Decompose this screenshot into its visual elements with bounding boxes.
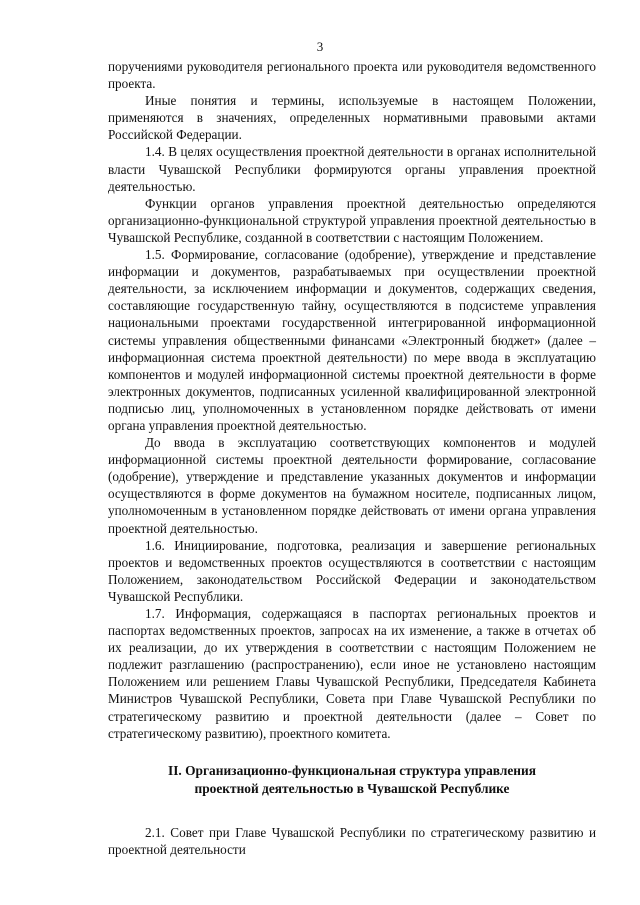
paragraph-functions: Функции органов управления проектной деятельностью определяются организационно-функциональной структурой управления проектной деятельностью в Чувашской Республике, созданной в соответствии с настоящим Положением. [108,195,596,245]
document-body [108,58,596,858]
paragraph-1-7: 1.7. Информация, содержащаяся в паспортах региональных проектов и паспортах ведомственных проектов, запросах на их изменение, а также в отчетах об их реализации, до их утверждения в соответствии с настоящим Положением не подлежит разглашению (распространению), если иное не установлено настоящим Положением или решением Главы Чувашской Республики, Председателя Кабинета Министров Чувашской Республики, Совета при Главе Чувашской Республики по стратегическому развитию и проектной деятельности (далее – Совет по стратегическому развитию), проектного комитета. [108,606,596,741]
paragraph-continuation: поручениями руководителя регионального проекта или руководителя ведомственного проекта. [108,59,596,92]
page-number: 3 [316,39,324,54]
section-heading-line-2: проектной деятельностью в Чувашской Республике [194,780,510,796]
paragraph-1-6: 1.6. Инициирование, подготовка, реализация и завершение региональных проектов и ведомственных проектов осуществляются в соответствии с настоящим Положением, законодательством Российской Федерации и законодательством Чувашской Республики. [108,537,596,604]
paragraph-1-5: 1.5. Формирование, согласование (одобрение), утверждение и представление информации и документов, разрабатываемых при осуществлении проектной деятельности, за исключением информации и документов, содержащих сведения, составляющие государственную тайну, осуществляются в подсистеме управления национальными проектами государственной интегрированной информационной системы управления общественными финансами «Электронный бюджет» (далее – информационная система проектной деятельности) по мере ввода в эксплуатацию компонентов и модулей информационной системы проектной деятельности в форме электронных документов, подписанных усиленной квалифицированной электронной подписью лиц, уполномоченных в установленном порядке действовать от имени органа управления проектной деятельностью. [108,247,596,433]
section-heading [108,762,596,798]
paragraph-1-4: 1.4. В целях осуществления проектной деятельности в органах исполнительной власти Чувашской Республики формируются органы управления проектной деятельностью. [108,144,596,194]
paragraph-2-1: 2.1. Совет при Главе Чувашской Республики по стратегическому развитию и проектной деятельности [108,824,596,857]
section-heading-line-1: II. Организационно-функциональная структура управления [168,762,536,778]
paragraph-terms: Иные понятия и термины, используемые в настоящем Положении, применяются в значениях, определенных нормативными правовыми актами Российской Федерации. [108,93,596,143]
paragraph-before-input: До ввода в эксплуатацию соответствующих компонентов и модулей информационной системы проектной деятельности формирование, согласование (одобрение), утверждение и представление указанных документов и информации осуществляются в форме документов на бумажном носителе, подписанных лицом, уполномоченным в установленном порядке действовать от имени органа управления проектной деятельностью. [108,435,596,536]
